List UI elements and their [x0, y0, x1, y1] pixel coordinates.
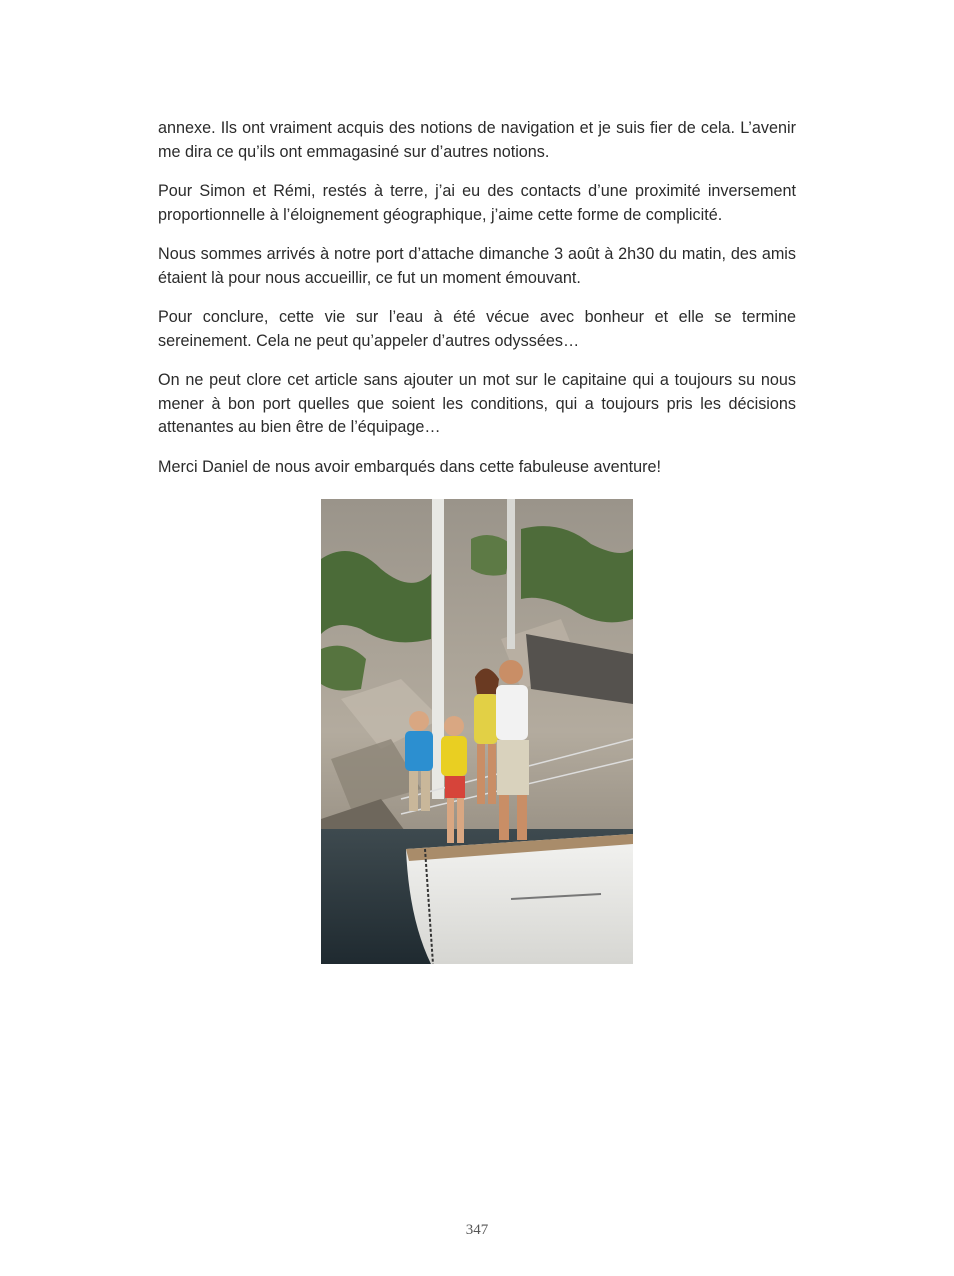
paragraph-4: Pour conclure, cette vie sur l’eau à été vécue avec bonheur et elle se termine sereinement. Cela ne peut qu’appeler d’autres odyssées…	[158, 308, 796, 350]
page-number: 347	[465, 1222, 489, 1238]
paragraph-1: annexe. Ils ont vraiment acquis des notions de navigation et je suis fier de cela. L’avenir me dira ce qu’ils ont emmagasiné sur d’autres notions.	[158, 119, 796, 161]
paragraph-2: Pour Simon et Rémi, restés à terre, j’ai eu des contacts d’une proximité inversement proportionnelle à l’éloignement géographique, j’aime cette forme de complicité.	[158, 182, 796, 224]
body-text	[158, 117, 796, 495]
paragraph-5: On ne peut clore cet article sans ajouter un mot sur le capitaine qui a toujours su nous mener à bon port quelles que soient les conditions, qui a toujours pris les décisions attenantes au bien être de l’équipage…	[158, 371, 796, 436]
paragraph-3: Nous sommes arrivés à notre port d’attache dimanche 3 août à 2h30 du matin, des amis étaient là pour nous accueillir, ce fut un moment émouvant.	[158, 245, 796, 287]
paragraph-6: Merci Daniel de nous avoir embarqués dans cette fabuleuse aventure!	[158, 457, 662, 476]
sailboat-family-photo	[321, 499, 633, 964]
